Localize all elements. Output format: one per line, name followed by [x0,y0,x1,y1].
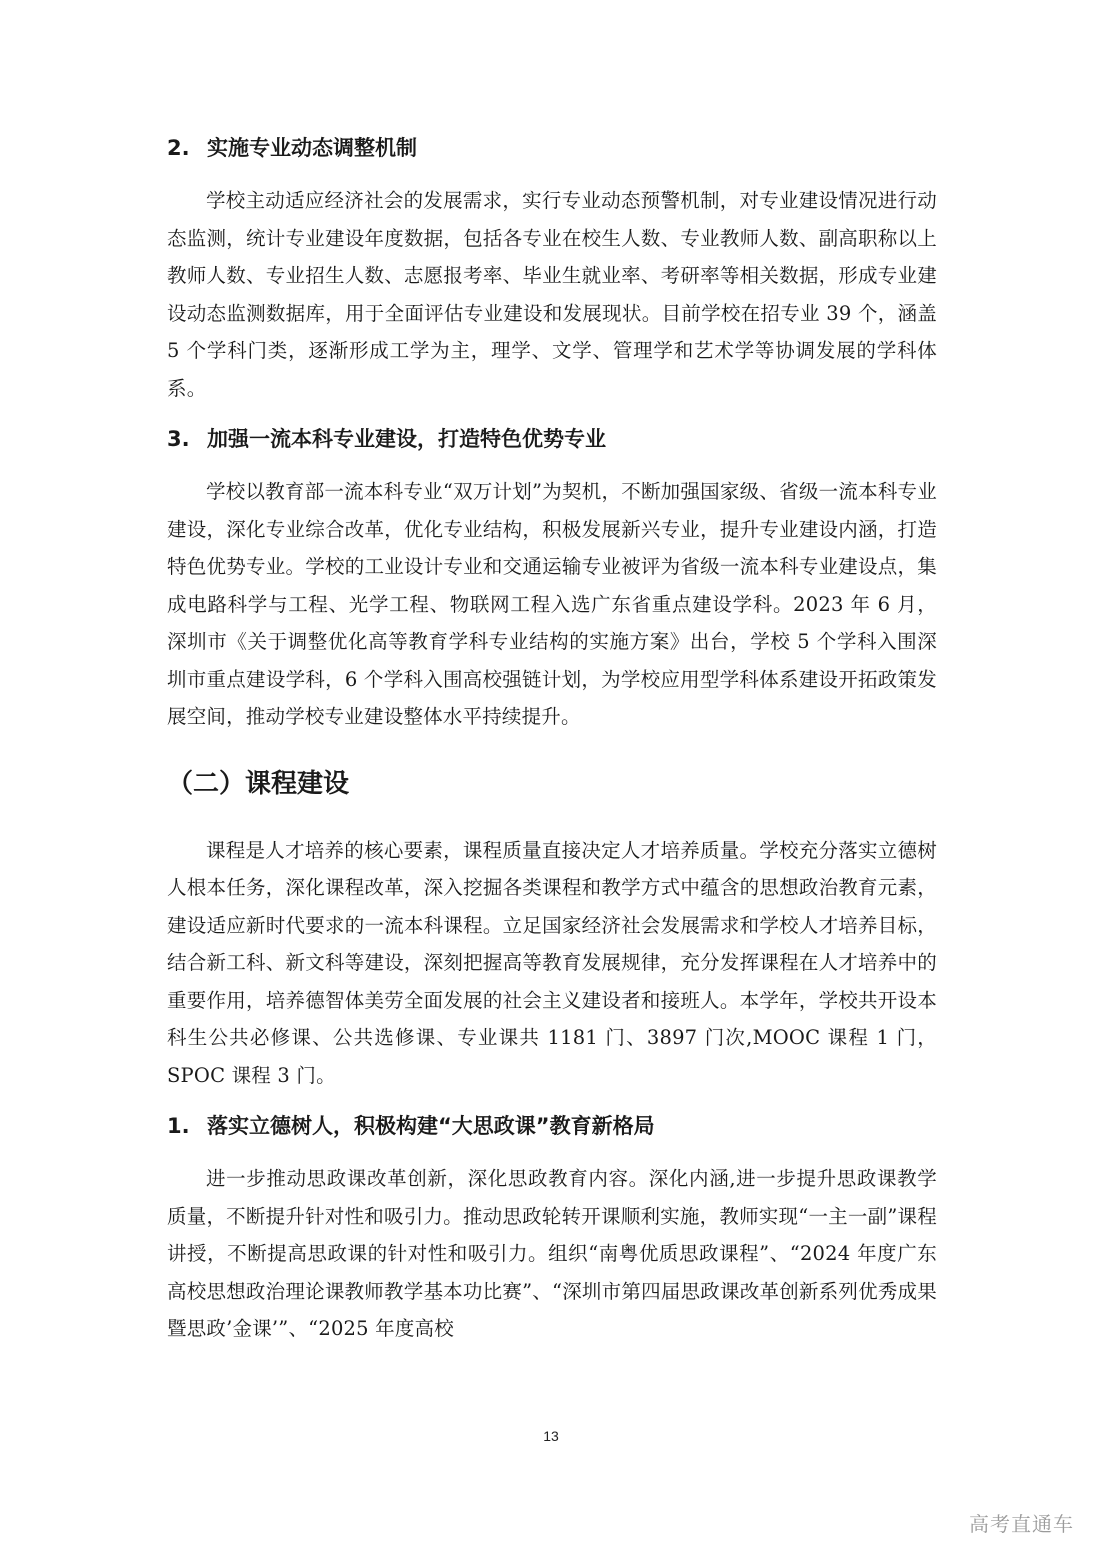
watermark: 高考直通车 [969,1512,1074,1536]
paragraph-dynamic-adjustment: 学校主动适应经济社会的发展需求，实行专业动态预警机制，对专业建设情况进行动态监测，统计专业建设年度数据，包括各专业在校生人数、专业教师人数、副高职称以上教师人数、专业招生人数、志愿报考率、毕业生就业率、考研率等相关数据，形成专业建设动态监测数据库，用于全面评估专业建设和发展现状。目前学校在招专业 39 个，涵盖 5 个学科门类，逐渐形成工学为主，理学、文学、管理学和艺术学等协调发展的学科体系。 [167,189,937,400]
section-heading-course-construction: （二）课程建设 [167,768,350,799]
paragraph-ideological-courses: 进一步推动思政课改革创新，深化思政教育内容。深化内涵,进一步提升思政课教学质量，不断提升针对性和吸引力。推动思政轮转开课顺利实施，教师实现“一主一副”课程讲授，不断提高思政课的针对性和吸引力。组织“南粤优质思政课程”、“2024 年度广东高校思想政治理论课教师教学基本功比赛”、“深圳市第四届思政课改革创新系列优秀成果暨思政’金课’”、“2025 年度高校 [167,1167,937,1340]
subsection-title: 加强一流本科专业建设，打造特色优势专业 [207,427,606,451]
subsection-number: 2. [167,136,190,160]
subsection-heading-2 [167,128,937,168]
paragraph-course-overview: 课程是人才培养的核心要素，课程质量直接决定人才培养质量。学校充分落实立德树人根本任务，深化课程改革，深入挖掘各类课程和教学方式中蕴含的思想政治教育元素，建设适应新时代要求的一流本科课程。立足国家经济社会发展需求和学校人才培养目标，结合新工科、新文科等建设，深刻把握高等教育发展规律，充分发挥课程在人才培养中的重要作用，培养德智体美劳全面发展的社会主义建设者和接班人。本学年，学校共开设本科生公共必修课、公共选修课、专业课共 1181 门、3897 门次,MOOC 课程 1 门，SPOC 课程 3 门。 [167,838,937,1087]
subsection-heading-1 [167,1106,937,1146]
subsection-number: 1. [167,1114,190,1138]
paragraph-first-class-majors: 学校以教育部一流本科专业“双万计划”为契机，不断加强国家级、省级一流本科专业建设，深化专业综合改革，优化专业结构，积极发展新兴专业，提升专业建设内涵，打造特色优势专业。学校的工业设计专业和交通运输专业被评为省级一流本科专业建设点，集成电路科学与工程、光学工程、物联网工程入选广东省重点建设学科。2023 年 6 月，深圳市《关于调整优化高等教育学科专业结构的实施方案》出台，学校 5 个学科入围深圳市重点建设学科，6 个学科入围高校强链计划，为学校应用型学科体系建设开拓政策发展空间，推动学校专业建设整体水平持续提升。 [167,480,937,728]
page-content [167,128,937,1348]
subsection-title: 落实立德树人，积极构建“大思政课”教育新格局 [207,1114,655,1138]
subsection-title: 实施专业动态调整机制 [207,136,417,160]
subsection-number: 3. [167,427,190,451]
page-number: 13 [543,1428,559,1444]
subsection-heading-3 [167,419,937,459]
